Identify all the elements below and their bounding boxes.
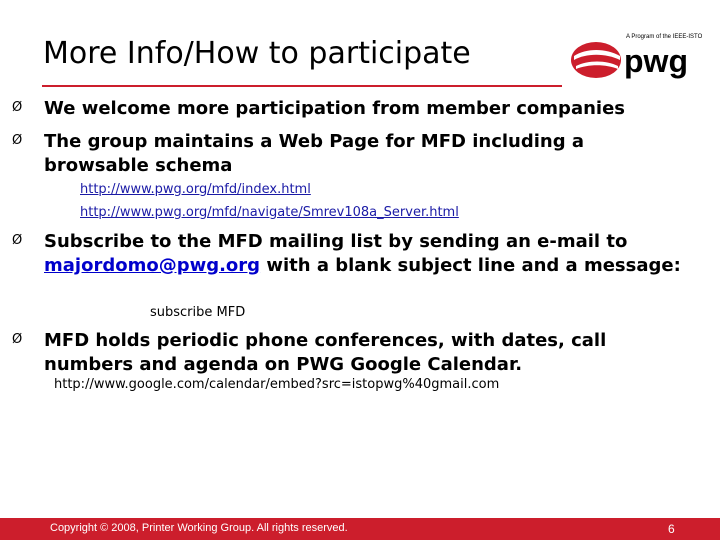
- bullet-subscribe: [44, 230, 704, 278]
- bullet-marker: Ø: [12, 100, 23, 115]
- bullet-phone-conferences: MFD holds periodic phone conferences, with dates, call numbers and agenda on PWG Google Calendar.: [44, 330, 607, 375]
- subscribe-text-after: with a blank subject line and a message:: [260, 255, 681, 276]
- title-divider: [42, 85, 562, 87]
- subscribe-text-before: Subscribe to the MFD mailing list by sending an e-mail to: [44, 231, 628, 252]
- bullet-participation: We welcome more participation from member companies: [44, 98, 625, 119]
- slide-title: More Info/How to participate: [43, 36, 471, 71]
- logo-wordmark: pwg: [624, 43, 688, 79]
- bullet-web-page: The group maintains a Web Page for MFD including a browsable schema: [44, 131, 585, 176]
- majordomo-email-link[interactable]: majordomo@pwg.org: [44, 255, 261, 276]
- subscribe-message: subscribe MFD: [150, 305, 246, 320]
- footer-copyright: Copyright © 2008, Printer Working Group. All rights reserved.: [50, 522, 348, 534]
- google-calendar-url[interactable]: http://www.google.com/calendar/embed?src=istopwg%40gmail.com: [54, 377, 500, 392]
- logo-swirl-icon: [571, 42, 621, 78]
- bullet-marker: Ø: [12, 233, 23, 248]
- bullet-marker: Ø: [12, 133, 23, 148]
- pwg-logo: [566, 26, 703, 82]
- logo-tagline: A Program of the IEEE-ISTO: [626, 34, 703, 40]
- bullet-marker: Ø: [12, 332, 23, 347]
- mfd-navigate-link[interactable]: http://www.pwg.org/mfd/navigate/Smrev108a_Server.html: [80, 205, 459, 220]
- mfd-index-link[interactable]: http://www.pwg.org/mfd/index.html: [80, 182, 311, 197]
- page-number: 6: [668, 522, 675, 536]
